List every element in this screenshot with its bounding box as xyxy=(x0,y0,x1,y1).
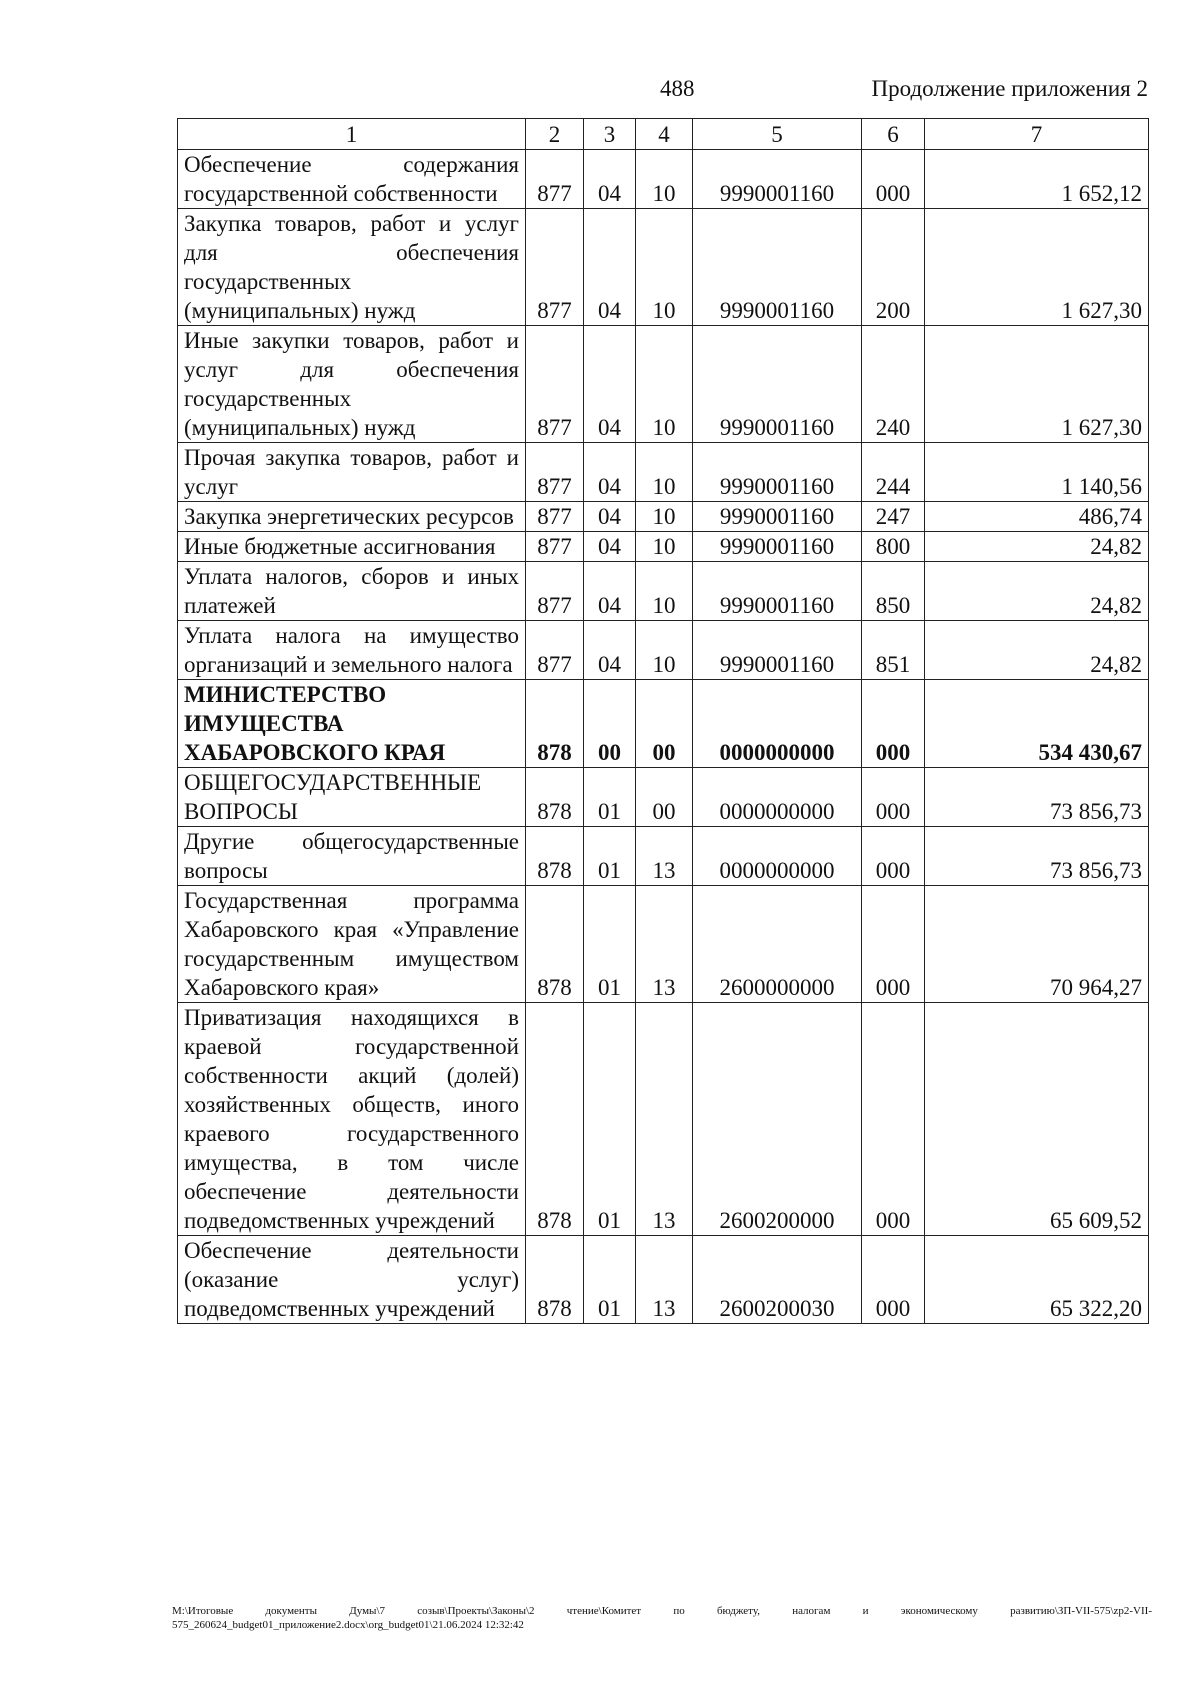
column-header: 6 xyxy=(862,119,925,150)
row-code-4: 00 xyxy=(636,768,693,827)
row-code-3: 04 xyxy=(584,532,636,562)
row-amount: 65 322,20 xyxy=(925,1236,1149,1324)
row-code-6: 000 xyxy=(862,1236,925,1324)
row-name: Уплата налогов, сборов и иных платежей xyxy=(178,562,526,621)
row-code-3: 04 xyxy=(584,150,636,209)
row-code-4: 10 xyxy=(636,502,693,532)
table-row xyxy=(178,1003,1149,1236)
row-code-6: 000 xyxy=(862,827,925,886)
row-code-3: 01 xyxy=(584,1236,636,1324)
row-code-2: 878 xyxy=(526,680,584,768)
row-name: Иные бюджетные ассигнования xyxy=(178,532,526,562)
row-code-4: 10 xyxy=(636,326,693,443)
file-path-footer: M:\Итоговые документы Думы\7 созыв\Проекты\Законы\2 чтение\Комитет по бюджету, налогам и экономическому развитию\ЗП-VII-575\zp2-VII-575_260624_budget01_приложение2.docx\org_budget01\21.06.2024 12:32:42 xyxy=(172,1605,1152,1631)
column-header: 1 xyxy=(178,119,526,150)
row-code-2: 878 xyxy=(526,886,584,1003)
row-code-5: 9990001160 xyxy=(693,621,862,680)
row-amount: 65 609,52 xyxy=(925,1003,1149,1236)
row-code-2: 878 xyxy=(526,827,584,886)
table-row xyxy=(178,150,1149,209)
row-amount: 24,82 xyxy=(925,532,1149,562)
column-header: 7 xyxy=(925,119,1149,150)
row-code-4: 13 xyxy=(636,886,693,1003)
row-code-3: 00 xyxy=(584,680,636,768)
row-amount: 73 856,73 xyxy=(925,768,1149,827)
row-name: МИНИСТЕРСТВО ИМУЩЕСТВА ХАБАРОВСКОГО КРАЯ xyxy=(178,680,526,768)
table-row xyxy=(178,1236,1149,1324)
row-code-4: 00 xyxy=(636,680,693,768)
row-code-5: 2600000000 xyxy=(693,886,862,1003)
row-code-4: 10 xyxy=(636,209,693,326)
row-code-4: 10 xyxy=(636,443,693,502)
row-code-4: 10 xyxy=(636,532,693,562)
row-amount: 70 964,27 xyxy=(925,886,1149,1003)
column-header: 2 xyxy=(526,119,584,150)
row-code-6: 851 xyxy=(862,621,925,680)
row-amount: 1 140,56 xyxy=(925,443,1149,502)
row-amount: 1 627,30 xyxy=(925,209,1149,326)
row-name: Обеспечение содержания государственной собственности xyxy=(178,150,526,209)
row-code-5: 0000000000 xyxy=(693,680,862,768)
row-code-6: 800 xyxy=(862,532,925,562)
row-amount: 24,82 xyxy=(925,621,1149,680)
table-row xyxy=(178,768,1149,827)
row-code-2: 877 xyxy=(526,621,584,680)
row-name: Уплата налога на имущество организаций и земельного налога xyxy=(178,621,526,680)
row-name: Приватизация находящихся в краевой государственной собственности акций (долей) хозяйственных обществ, иного краевого государственного имущества, в том числе обеспечение деятельности подведомственных учреждений xyxy=(178,1003,526,1236)
row-code-2: 877 xyxy=(526,209,584,326)
row-amount: 73 856,73 xyxy=(925,827,1149,886)
row-name: ОБЩЕГОСУДАРСТВЕННЫЕ ВОПРОСЫ xyxy=(178,768,526,827)
row-code-3: 04 xyxy=(584,326,636,443)
row-name: Закупка энергетических ресурсов xyxy=(178,502,526,532)
row-code-2: 877 xyxy=(526,326,584,443)
row-code-3: 04 xyxy=(584,562,636,621)
row-code-6: 850 xyxy=(862,562,925,621)
row-code-3: 04 xyxy=(584,502,636,532)
row-name: Прочая закупка товаров, работ и услуг xyxy=(178,443,526,502)
header-row xyxy=(178,119,1149,150)
row-code-4: 10 xyxy=(636,621,693,680)
table-row xyxy=(178,886,1149,1003)
page-number: 488 xyxy=(660,76,695,101)
row-amount: 24,82 xyxy=(925,562,1149,621)
row-code-6: 247 xyxy=(862,502,925,532)
table-row xyxy=(178,827,1149,886)
row-code-3: 04 xyxy=(584,443,636,502)
row-code-5: 9990001160 xyxy=(693,326,862,443)
row-amount: 534 430,67 xyxy=(925,680,1149,768)
row-name: Другие общегосударственные вопросы xyxy=(178,827,526,886)
row-code-6: 200 xyxy=(862,209,925,326)
row-code-6: 244 xyxy=(862,443,925,502)
row-amount: 1 652,12 xyxy=(925,150,1149,209)
row-code-3: 01 xyxy=(584,886,636,1003)
row-code-5: 9990001160 xyxy=(693,502,862,532)
row-code-3: 04 xyxy=(584,621,636,680)
column-header: 5 xyxy=(693,119,862,150)
row-code-5: 9990001160 xyxy=(693,150,862,209)
table-row xyxy=(178,443,1149,502)
row-code-2: 877 xyxy=(526,443,584,502)
row-name: Иные закупки товаров, работ и услуг для обеспечения государственных (муниципальных) нужд xyxy=(178,326,526,443)
row-code-2: 877 xyxy=(526,532,584,562)
row-code-6: 000 xyxy=(862,768,925,827)
table-row xyxy=(178,532,1149,562)
row-code-6: 000 xyxy=(862,1003,925,1236)
row-name: Обеспечение деятельности (оказание услуг) подведомственных учреждений xyxy=(178,1236,526,1324)
row-code-5: 9990001160 xyxy=(693,532,862,562)
row-code-5: 9990001160 xyxy=(693,562,862,621)
row-code-2: 877 xyxy=(526,562,584,621)
row-code-5: 9990001160 xyxy=(693,209,862,326)
row-code-6: 000 xyxy=(862,150,925,209)
table-row xyxy=(178,621,1149,680)
row-code-3: 01 xyxy=(584,1003,636,1236)
column-header: 3 xyxy=(584,119,636,150)
continuation-heading: Продолжение приложения 2 xyxy=(871,76,1148,101)
table-row-ministry xyxy=(178,680,1149,768)
table-row xyxy=(178,502,1149,532)
row-code-2: 877 xyxy=(526,150,584,209)
table-row xyxy=(178,326,1149,443)
row-name: Государственная программа Хабаровского края «Управление государственным имуществом Хабаровского края» xyxy=(178,886,526,1003)
row-code-3: 01 xyxy=(584,768,636,827)
row-code-5: 2600200000 xyxy=(693,1003,862,1236)
row-code-3: 04 xyxy=(584,209,636,326)
row-code-2: 878 xyxy=(526,768,584,827)
row-code-4: 10 xyxy=(636,150,693,209)
table-row xyxy=(178,209,1149,326)
row-code-5: 9990001160 xyxy=(693,443,862,502)
row-code-2: 878 xyxy=(526,1236,584,1324)
row-code-6: 000 xyxy=(862,680,925,768)
row-code-6: 000 xyxy=(862,886,925,1003)
table-row xyxy=(178,562,1149,621)
row-name: Закупка товаров, работ и услуг для обеспечения государственных (муниципальных) нужд xyxy=(178,209,526,326)
row-code-5: 0000000000 xyxy=(693,768,862,827)
column-header: 4 xyxy=(636,119,693,150)
row-amount: 486,74 xyxy=(925,502,1149,532)
row-code-6: 240 xyxy=(862,326,925,443)
budget-table xyxy=(177,118,1149,1324)
row-code-3: 01 xyxy=(584,827,636,886)
row-code-4: 13 xyxy=(636,1236,693,1324)
row-amount: 1 627,30 xyxy=(925,326,1149,443)
row-code-2: 878 xyxy=(526,1003,584,1236)
row-code-4: 10 xyxy=(636,562,693,621)
row-code-4: 13 xyxy=(636,1003,693,1236)
row-code-5: 0000000000 xyxy=(693,827,862,886)
row-code-5: 2600200030 xyxy=(693,1236,862,1324)
row-code-2: 877 xyxy=(526,502,584,532)
row-code-4: 13 xyxy=(636,827,693,886)
